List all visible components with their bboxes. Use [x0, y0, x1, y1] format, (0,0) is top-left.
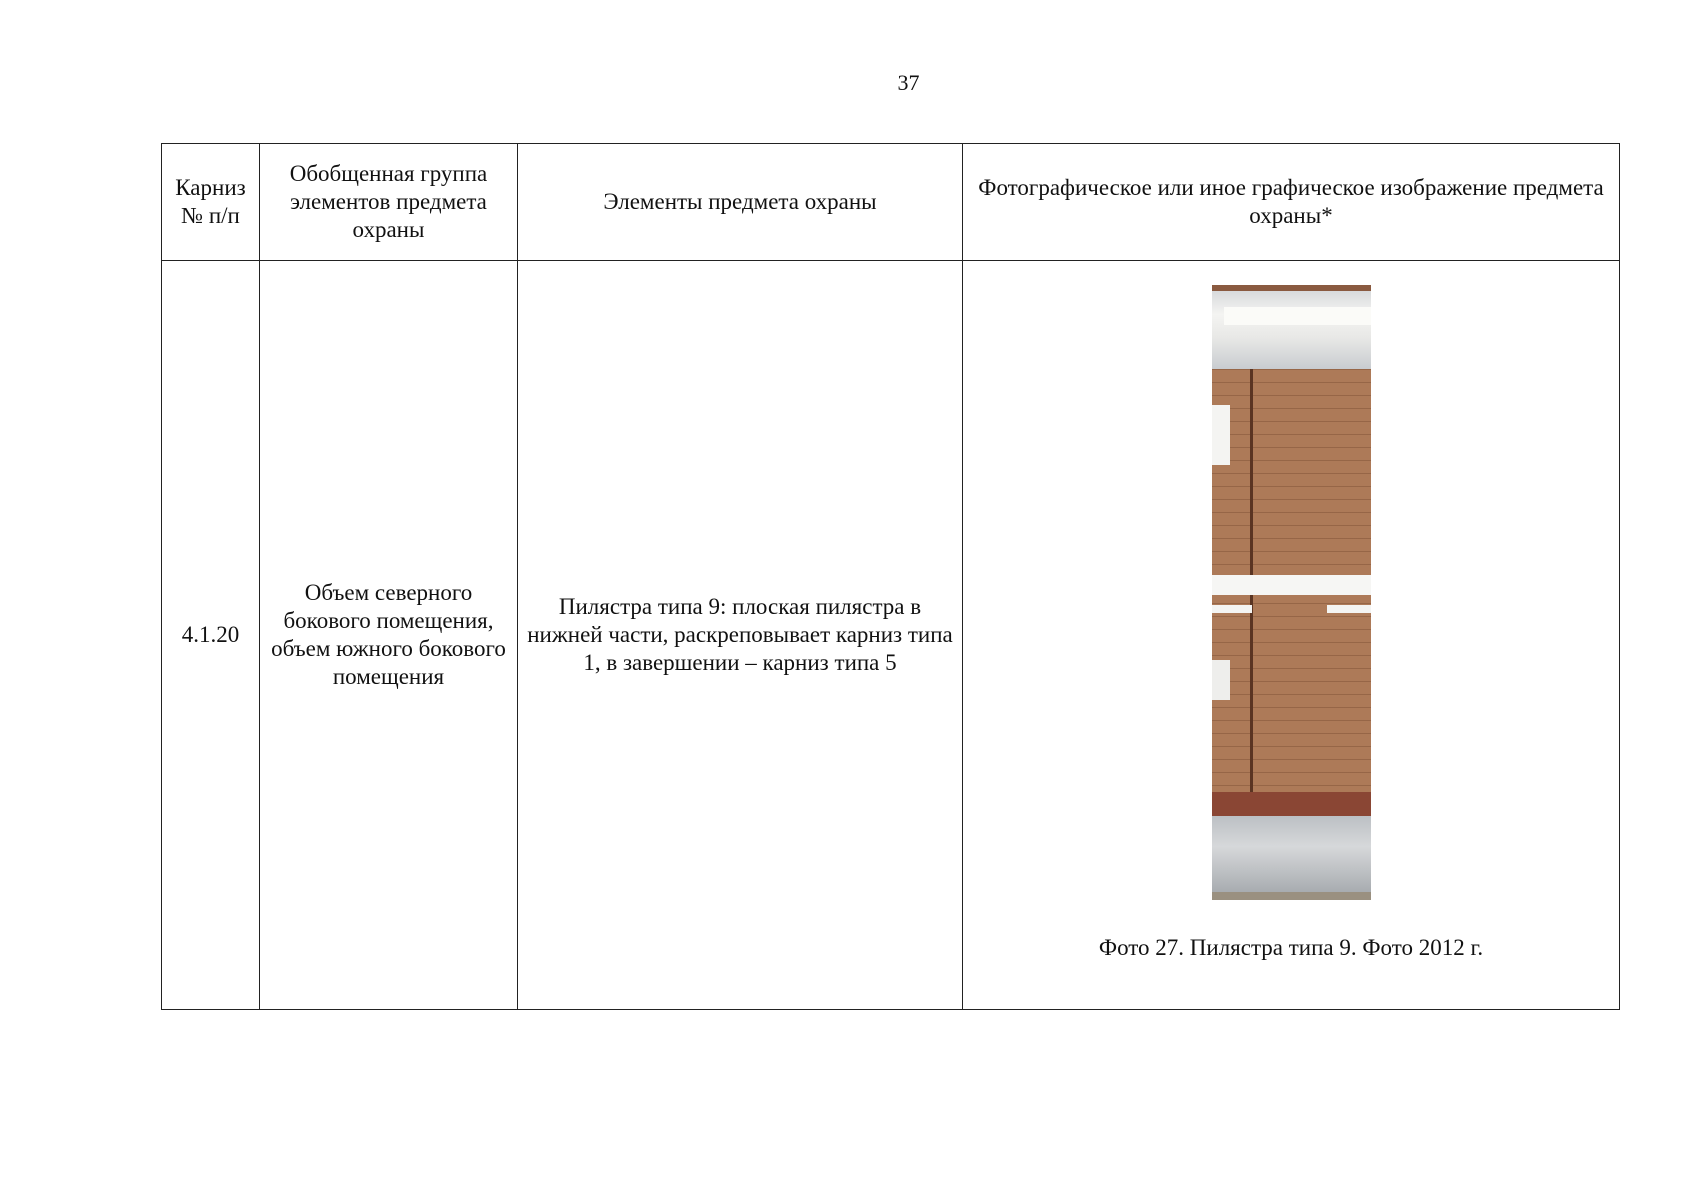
photo-caption: Фото 27. Пилястра типа 9. Фото 2012 г.	[1098, 935, 1484, 960]
pilaster-photo	[1212, 285, 1371, 900]
row-photo-cell	[963, 261, 1620, 1010]
table-header-row	[162, 144, 1620, 261]
protection-elements-table	[161, 143, 1620, 1010]
page-number: 37	[897, 70, 920, 95]
header-group: Обобщенная группа элементов предмета охраны	[260, 144, 518, 261]
row-group: Объем северного бокового помещения, объем южного бокового помещения	[260, 261, 518, 1010]
header-photo: Фотографическое или иное графическое изображение предмета охраны*	[963, 144, 1620, 261]
row-elements: Пилястра типа 9: плоская пилястра в нижней части, раскреповывает карниз типа 1, в завершении – карниз типа 5	[518, 261, 963, 1010]
header-elements: Элементы предмета охраны	[518, 144, 963, 261]
header-number: Карниз № п/п	[162, 144, 260, 261]
row-number: 4.1.20	[162, 261, 260, 1010]
table-row	[162, 261, 1620, 1010]
